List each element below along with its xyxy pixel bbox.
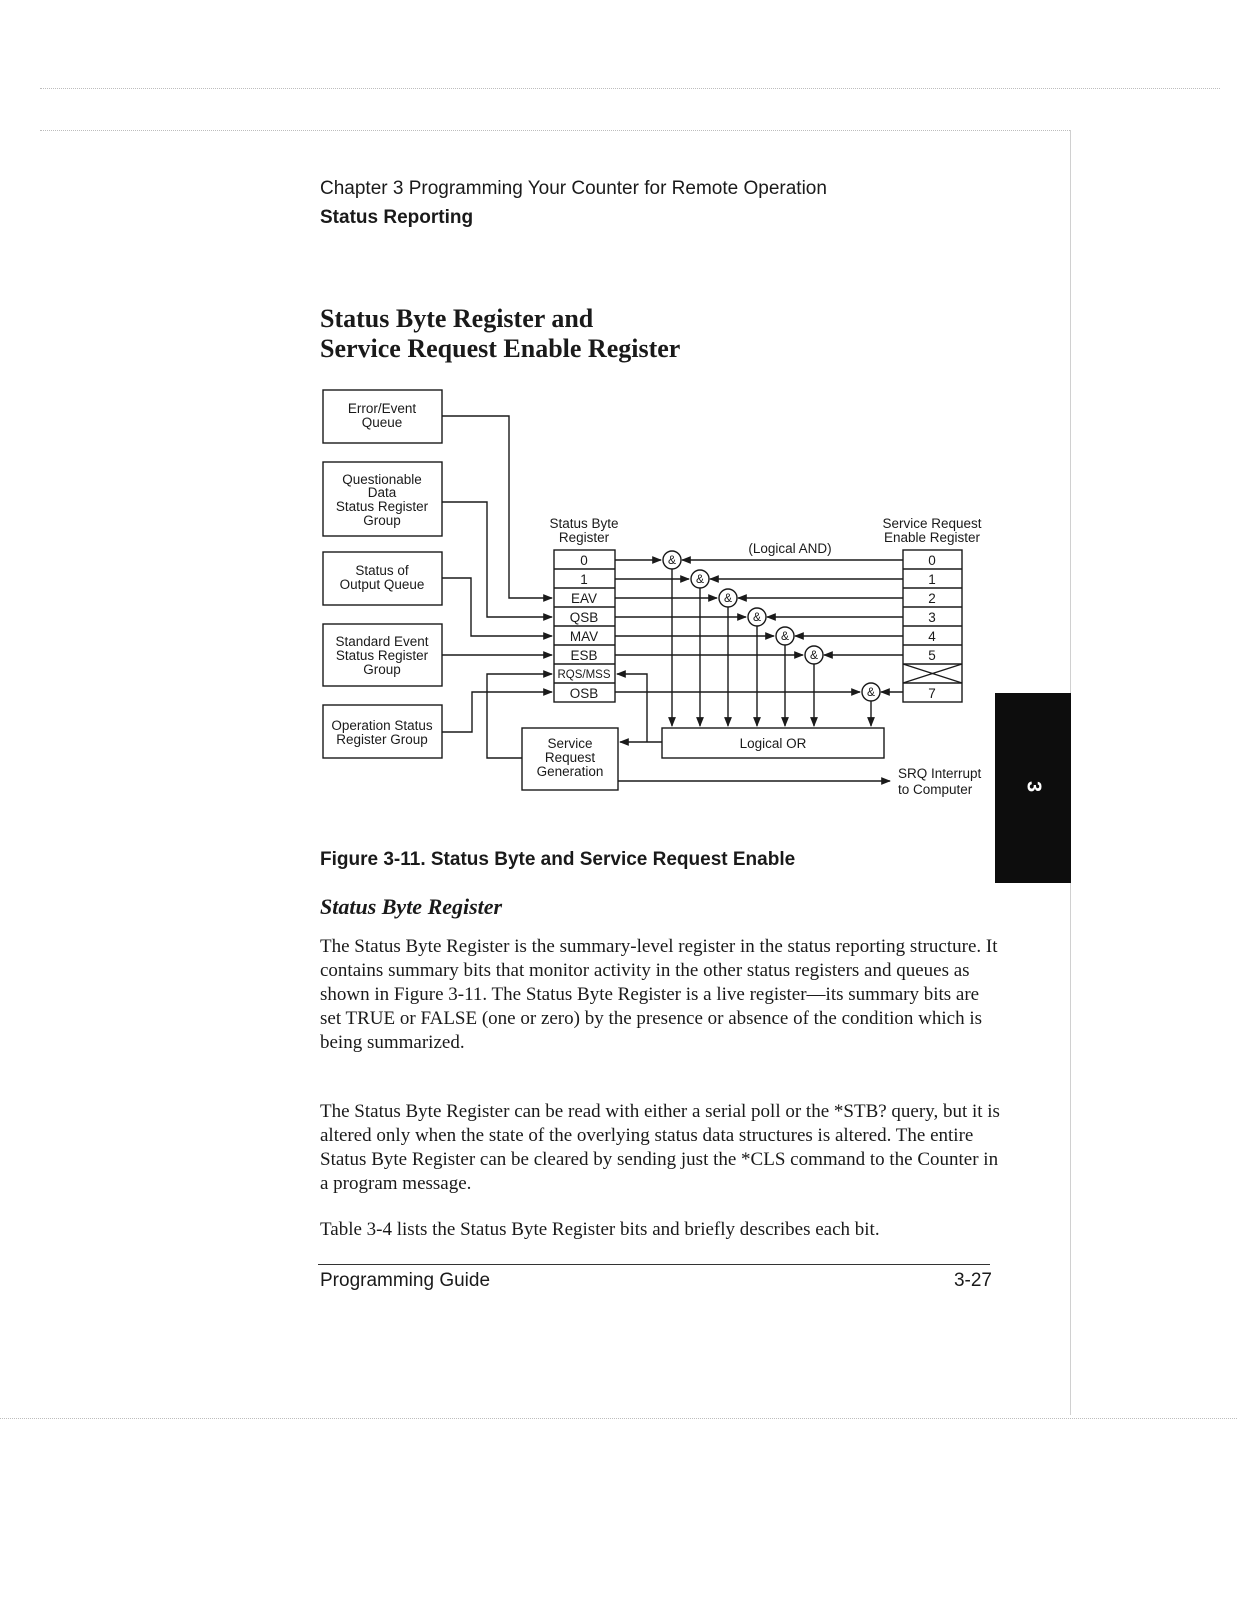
output-queue-label-1: Status of xyxy=(355,563,409,578)
scan-edge-bottom xyxy=(0,1418,1237,1419)
figure-caption: Figure 3-11. Status Byte and Service Request Enable xyxy=(320,849,796,870)
page-number: 3-27 xyxy=(953,1270,992,1291)
service-request-label-2: Request xyxy=(544,750,596,765)
chapter-tab xyxy=(995,693,1071,883)
wire-qsb xyxy=(442,502,552,617)
standard-event-label-2: Status Register xyxy=(335,648,429,663)
paragraph-3: Table 3-4 lists the Status Byte Register bits and briefly describes each bit. xyxy=(320,1219,880,1240)
and-gate-4-label: & xyxy=(780,629,790,643)
wire-eav xyxy=(442,416,552,598)
status-bit-eav: EAV xyxy=(570,591,598,606)
running-subheader: Status Reporting xyxy=(320,207,474,228)
and-gate-1-label: & xyxy=(695,572,705,586)
status-byte-diagram xyxy=(310,380,1010,820)
questionable-label-3: Status Register xyxy=(335,499,429,514)
enable-bit-7: 7 xyxy=(928,686,936,701)
standard-event-label-3: Group xyxy=(363,662,401,677)
enable-title-2: Enable Register xyxy=(883,530,981,545)
questionable-label-2: Data xyxy=(367,485,397,500)
status-byte-title-2: Register xyxy=(558,530,610,545)
subsection-heading: Status Byte Register xyxy=(320,894,503,919)
status-bit-rqs-mss: RQS/MSS xyxy=(557,669,611,681)
status-bit-esb: ESB xyxy=(570,648,598,663)
chapter-tab-label: 3 xyxy=(1022,780,1045,793)
wire-mav xyxy=(442,578,552,636)
enable-bit-3: 3 xyxy=(928,610,936,625)
section-title-line-1: Status Byte Register and xyxy=(320,304,594,333)
scan-edge-top-inner xyxy=(40,130,1070,131)
paragraph-1: The Status Byte Register is the summary-level register in the status reporting structure. It contains summary bits that monitor activity in the other status registers and queues as shown in Figure 3-11. The Status Byte Register is a live register—its summary bits are set TRUE or FALSE (one or zero) by the presence or absence of the condition which is being summarized. xyxy=(320,936,998,1053)
enable-bit-2: 2 xyxy=(928,591,936,606)
scan-edge-top xyxy=(40,88,1220,89)
wire-srg-mss xyxy=(487,674,552,758)
and-gate-2-label: & xyxy=(723,591,733,605)
footer-title: Programming Guide xyxy=(320,1270,491,1291)
and-gate-3-label: & xyxy=(752,610,762,624)
section-title xyxy=(320,304,680,364)
enable-title-1: Service Request xyxy=(882,516,982,531)
error-queue-label-1: Error/Event xyxy=(347,401,417,416)
operation-status-label-2: Register Group xyxy=(336,732,428,747)
output-queue-label-2: Output Queue xyxy=(339,577,425,592)
status-bit-1: 1 xyxy=(580,572,588,587)
questionable-label-4: Group xyxy=(363,513,401,528)
and-gate-7-label: & xyxy=(866,685,876,699)
enable-bit-4: 4 xyxy=(928,629,936,644)
status-bit-osb: OSB xyxy=(569,686,599,701)
and-gate-5-label: & xyxy=(809,648,819,662)
enable-bit-5: 5 xyxy=(928,648,936,663)
enable-bit-0: 0 xyxy=(928,553,936,568)
standard-event-label-1: Standard Event xyxy=(335,634,429,649)
error-queue-label-2: Queue xyxy=(361,415,403,430)
srq-label-2: to Computer xyxy=(898,782,973,797)
footer-rule xyxy=(318,1264,990,1265)
service-request-label-1: Service xyxy=(547,736,593,751)
operation-status-label-1: Operation Status xyxy=(331,718,433,733)
status-bit-qsb: QSB xyxy=(569,610,599,625)
status-byte-title-1: Status Byte xyxy=(549,516,619,531)
questionable-label-1: Questionable xyxy=(342,472,422,487)
logical-or-label: Logical OR xyxy=(739,736,807,751)
service-request-label-3: Generation xyxy=(536,764,604,779)
enable-bit-1: 1 xyxy=(928,572,936,587)
status-bit-mav: MAV xyxy=(569,629,599,644)
running-header: Chapter 3 Programming Your Counter for Remote Operation xyxy=(320,178,827,199)
section-title-line-2: Service Request Enable Register xyxy=(320,334,681,363)
wire-srg-rqs xyxy=(617,674,647,742)
logical-and-label: (Logical AND) xyxy=(748,541,832,556)
paragraph-2: The Status Byte Register can be read with either a serial poll or the *STB? query, but it is altered only when the state of the overlying status data structures is altered. The entire Status Byte Register can be cleared by sending just the *CLS command to the Counter in a program message. xyxy=(320,1101,1000,1194)
and-gate-0-label: & xyxy=(667,553,677,567)
wire-osb xyxy=(442,692,552,732)
srq-label-1: SRQ Interrupt xyxy=(898,766,982,781)
status-bit-0: 0 xyxy=(580,553,588,568)
